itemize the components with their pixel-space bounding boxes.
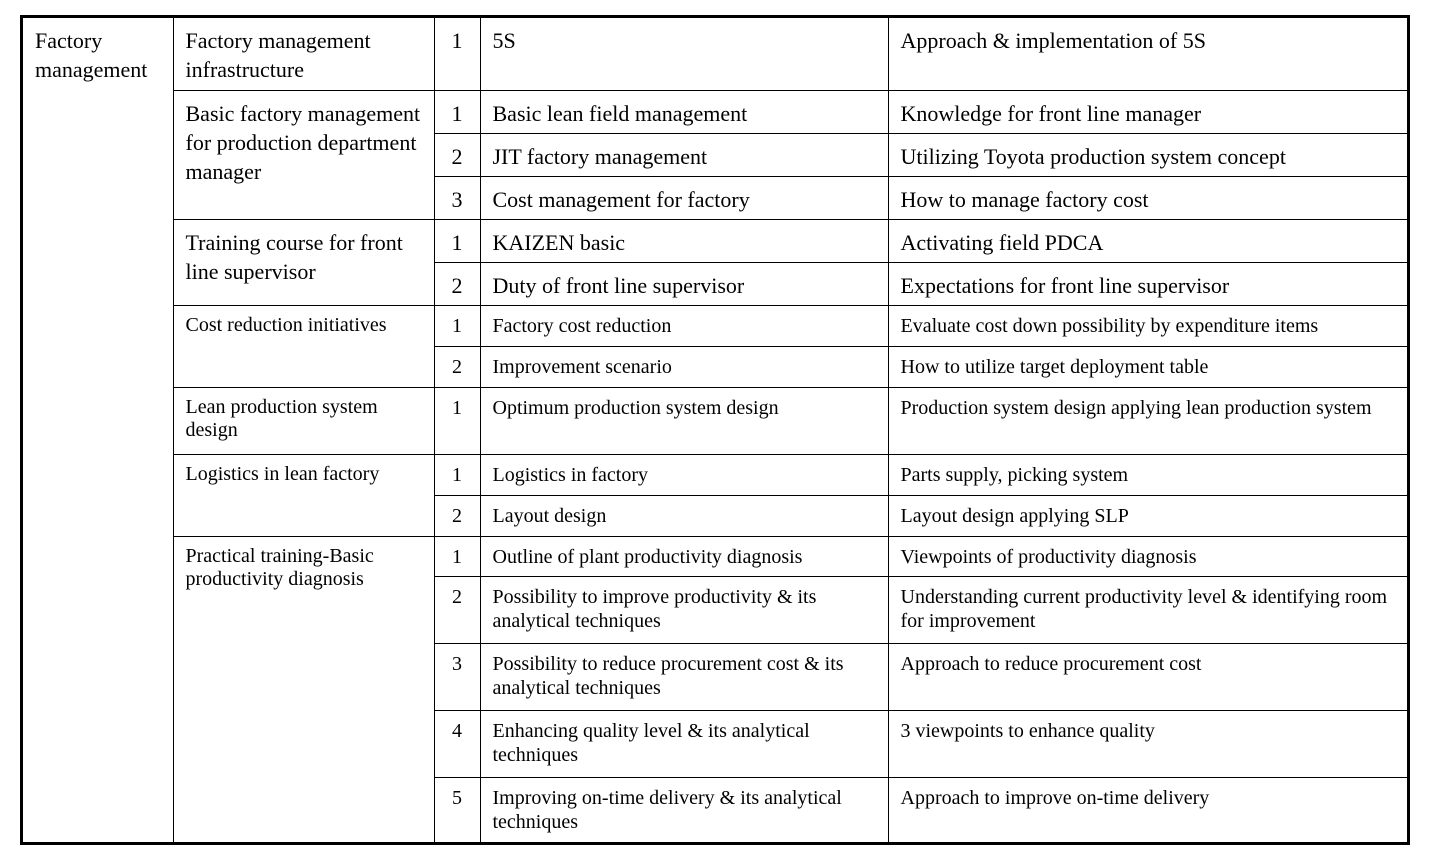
- item-number-cell: 1: [434, 219, 480, 262]
- subcategory-cell: Practical training-Basic productivity diagnosis: [173, 536, 434, 844]
- item-number-cell: 2: [434, 495, 480, 536]
- course-content-cell: Parts supply, picking system: [888, 454, 1407, 495]
- item-number-cell: 2: [434, 133, 480, 176]
- course-title-cell: Duty of front line supervisor: [480, 262, 888, 305]
- course-content-cell: Activating field PDCA: [888, 219, 1407, 262]
- course-title-cell: Factory cost reduction: [480, 305, 888, 346]
- curriculum-table: [23, 18, 1407, 845]
- table-row: [23, 454, 1407, 495]
- table-row: [23, 387, 1407, 454]
- course-title-cell: KAIZEN basic: [480, 219, 888, 262]
- course-content-cell: Knowledge for front line manager: [888, 90, 1407, 133]
- course-title-cell: Possibility to improve productivity & its analytical techniques: [480, 576, 888, 643]
- subcategory-cell: Training course for front line supervisor: [173, 219, 434, 305]
- course-content-cell: Understanding current productivity level & identifying room for improvement: [888, 576, 1407, 643]
- course-title-cell: Basic lean field management: [480, 90, 888, 133]
- course-title-cell: Improving on-time delivery & its analytical techniques: [480, 777, 888, 844]
- subcategory-cell: Logistics in lean factory: [173, 454, 434, 536]
- subcategory-cell: Lean production system design: [173, 387, 434, 454]
- area-cell: Factory management: [23, 18, 173, 844]
- course-content-cell: Production system design applying lean production system: [888, 387, 1407, 454]
- course-content-cell: How to manage factory cost: [888, 176, 1407, 219]
- item-number-cell: 1: [434, 90, 480, 133]
- course-title-cell: Layout design: [480, 495, 888, 536]
- course-content-cell: Layout design applying SLP: [888, 495, 1407, 536]
- course-content-cell: Approach to reduce procurement cost: [888, 643, 1407, 710]
- item-number-cell: 1: [434, 454, 480, 495]
- course-title-cell: Logistics in factory: [480, 454, 888, 495]
- course-title-cell: Cost management for factory: [480, 176, 888, 219]
- course-title-cell: Enhancing quality level & its analytical techniques: [480, 710, 888, 777]
- subcategory-cell: Basic factory management for production department manager: [173, 90, 434, 219]
- item-number-cell: 1: [434, 18, 480, 90]
- course-title-cell: Outline of plant productivity diagnosis: [480, 536, 888, 576]
- course-content-cell: How to utilize target deployment table: [888, 346, 1407, 387]
- course-title-cell: 5S: [480, 18, 888, 90]
- course-content-cell: Viewpoints of productivity diagnosis: [888, 536, 1407, 576]
- item-number-cell: 3: [434, 176, 480, 219]
- item-number-cell: 1: [434, 387, 480, 454]
- item-number-cell: 2: [434, 346, 480, 387]
- item-number-cell: 3: [434, 643, 480, 710]
- course-content-cell: Expectations for front line supervisor: [888, 262, 1407, 305]
- course-title-cell: Possibility to reduce procurement cost & its analytical techniques: [480, 643, 888, 710]
- item-number-cell: 1: [434, 305, 480, 346]
- item-number-cell: 2: [434, 262, 480, 305]
- subcategory-cell: Factory management infrastructure: [173, 18, 434, 90]
- table-row: [23, 305, 1407, 346]
- course-content-cell: Utilizing Toyota production system concept: [888, 133, 1407, 176]
- course-title-cell: JIT factory management: [480, 133, 888, 176]
- item-number-cell: 2: [434, 576, 480, 643]
- item-number-cell: 4: [434, 710, 480, 777]
- table-row: [23, 219, 1407, 262]
- table-row: [23, 90, 1407, 133]
- course-content-cell: Approach to improve on-time delivery: [888, 777, 1407, 844]
- table-row: [23, 18, 1407, 90]
- curriculum-table-body: [23, 18, 1407, 844]
- course-content-cell: 3 viewpoints to enhance quality: [888, 710, 1407, 777]
- item-number-cell: 1: [434, 536, 480, 576]
- curriculum-table-frame: [20, 15, 1410, 845]
- table-row: [23, 536, 1407, 576]
- subcategory-cell: Cost reduction initiatives: [173, 305, 434, 387]
- course-title-cell: Improvement scenario: [480, 346, 888, 387]
- item-number-cell: 5: [434, 777, 480, 844]
- course-title-cell: Optimum production system design: [480, 387, 888, 454]
- course-content-cell: Evaluate cost down possibility by expenditure items: [888, 305, 1407, 346]
- course-content-cell: Approach & implementation of 5S: [888, 18, 1407, 90]
